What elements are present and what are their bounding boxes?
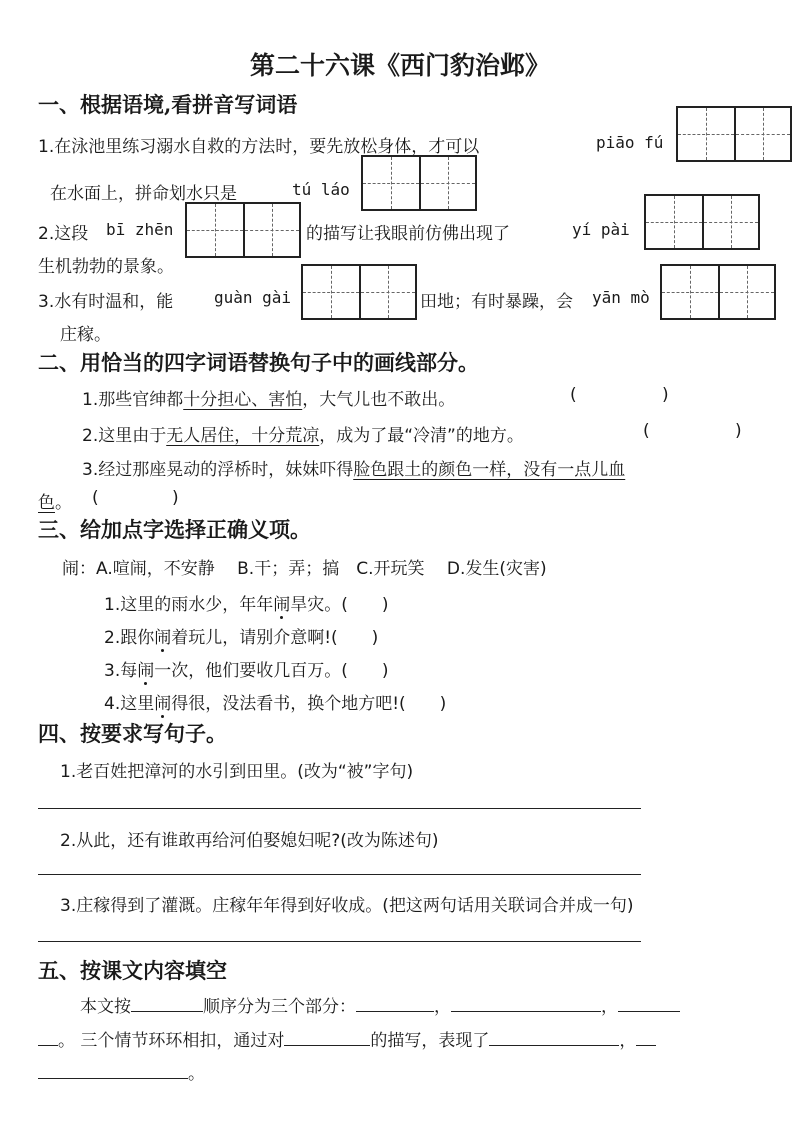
s1-q2-text-3: 生机勃勃的景象。 bbox=[38, 257, 174, 277]
s1-q3-text-2: 田地；有时暴躁，会 bbox=[420, 292, 573, 312]
s3-options: 闹：A.喧闹，不安静 B.干；弄；搞 C.开玩笑 D.发生(灾害) bbox=[62, 559, 547, 579]
s1-q2-answer-grid[interactable] bbox=[185, 202, 301, 258]
s3-q4: 4.这里闹得很，没法看书，换个地方吧!( ) bbox=[104, 694, 447, 714]
s1-q2-answer-grid-2[interactable] bbox=[644, 194, 760, 250]
s1-q1-pinyin-2: tú láo bbox=[292, 180, 350, 199]
s1-q3-answer-grid-2[interactable] bbox=[660, 264, 776, 320]
s2-q2: 2.这里由于无人居住，十分荒凉，成为了最“冷清”的地方。 bbox=[82, 426, 524, 446]
s3-q3: 3.每闹一次，他们要收几百万。( ) bbox=[104, 661, 389, 681]
s2-q3: 3.经过那座晃动的浮桥时，妹妹吓得脸色跟土的颜色一样，没有一点儿血 bbox=[82, 460, 626, 480]
s1-q1-answer-grid-2[interactable] bbox=[361, 155, 477, 211]
s2-q2-paren-close: ) bbox=[735, 421, 742, 441]
s2-q3-paren-close: ) bbox=[172, 488, 179, 508]
s5-blank-character-2[interactable] bbox=[636, 1027, 656, 1046]
s1-q1-answer-grid[interactable] bbox=[676, 106, 792, 162]
section-4-heading: 四、按要求写句子。 bbox=[38, 721, 227, 746]
s4-q1: 1.老百姓把漳河的水引到田里。(改为“被”字句) bbox=[60, 762, 414, 782]
s1-q2-text: 2.这段 bbox=[38, 224, 89, 244]
section-1-heading: 一、根据语境,看拼音写词语 bbox=[38, 92, 298, 117]
s5-blank-description[interactable] bbox=[284, 1027, 370, 1046]
s1-q1-pinyin: piāo fú bbox=[596, 133, 664, 152]
s4-q1-answer-line[interactable] bbox=[38, 808, 641, 809]
s4-q2: 2.从此，还有谁敢再给河伯娶媳妇呢?(改为陈述句) bbox=[60, 831, 439, 851]
s5-line-1: 本文按 顺序分为三个部分： ， ， bbox=[80, 992, 680, 1017]
s2-q1: 1.那些官绅都十分担心、害怕，大气儿也不敢出。 bbox=[82, 390, 456, 410]
s1-q2-text-2: 的描写让我眼前仿佛出现了 bbox=[306, 224, 510, 244]
s5-blank-part-3-cont[interactable] bbox=[38, 1027, 58, 1046]
s4-q2-answer-line[interactable] bbox=[38, 874, 641, 875]
section-5-heading: 五、按课文内容填空 bbox=[38, 958, 227, 983]
s4-q3-answer-line[interactable] bbox=[38, 941, 641, 942]
s1-q3-text: 3.水有时温和，能 bbox=[38, 292, 174, 312]
s5-blank-order[interactable] bbox=[131, 993, 203, 1012]
s1-q1-text-cont: 在水面上，拼命划水只是 bbox=[50, 184, 237, 204]
s3-q2: 2.跟你闹着玩儿，请别介意啊!( ) bbox=[104, 628, 379, 648]
section-2-heading: 二、用恰当的四字词语替换句子中的画线部分。 bbox=[38, 350, 479, 375]
s3-q3-dotted-char: 闹 bbox=[137, 661, 155, 681]
page-title: 第二十六课《西门豹治邺》 bbox=[249, 51, 550, 80]
s5-blank-part-2[interactable] bbox=[451, 993, 601, 1012]
s1-q3-answer-grid[interactable] bbox=[301, 264, 417, 320]
s2-q2-paren-open: ( bbox=[643, 421, 650, 441]
s3-q2-dotted-char: 闹 bbox=[154, 628, 172, 648]
s2-q1-underlined: 十分担心、害怕 bbox=[183, 390, 303, 410]
s2-q1-paren-close: ) bbox=[662, 385, 669, 405]
s4-q3: 3.庄稼得到了灌溉。庄稼年年得到好收成。(把这两句话用关联词合并成一句) bbox=[60, 896, 634, 916]
s2-q3-cont: 色。 bbox=[38, 493, 72, 513]
s2-q2-underlined: 无人居住，十分荒凉 bbox=[166, 426, 320, 446]
s5-line-3: 。 bbox=[38, 1059, 205, 1084]
s1-q3-text-3: 庄稼。 bbox=[60, 325, 111, 345]
s5-blank-part-1[interactable] bbox=[356, 993, 434, 1012]
s5-line-2: 。 三个情节环环相扣，通过对 的描写，表现了 ， bbox=[38, 1026, 656, 1051]
s2-q1-paren-open: ( bbox=[570, 385, 577, 405]
s3-q4-dotted-char: 闹 bbox=[154, 694, 172, 714]
s5-blank-character-2-cont[interactable] bbox=[38, 1060, 188, 1079]
s1-q2-pinyin-2: yí pài bbox=[572, 220, 630, 239]
s3-q1: 1.这里的雨水少，年年闹旱灾。( ) bbox=[104, 595, 389, 615]
s1-q2-pinyin: bī zhēn bbox=[106, 220, 174, 239]
s5-blank-character-1[interactable] bbox=[489, 1027, 619, 1046]
s2-q3-underlined: 脸色跟土的颜色一样，没有一点儿血 bbox=[353, 460, 626, 480]
section-3-heading: 三、给加点字选择正确义项。 bbox=[38, 517, 311, 542]
s1-q1-text: 1.在泳池里练习溺水自救的方法时，要先放松身体，才可以 bbox=[38, 137, 480, 157]
s2-q3-paren-open: ( bbox=[92, 488, 99, 508]
s3-q1-dotted-char: 闹 bbox=[273, 595, 291, 615]
s1-q3-pinyin-2: yān mò bbox=[592, 288, 650, 307]
s1-q3-pinyin: guàn gài bbox=[214, 288, 292, 307]
s5-blank-part-3[interactable] bbox=[618, 993, 680, 1012]
